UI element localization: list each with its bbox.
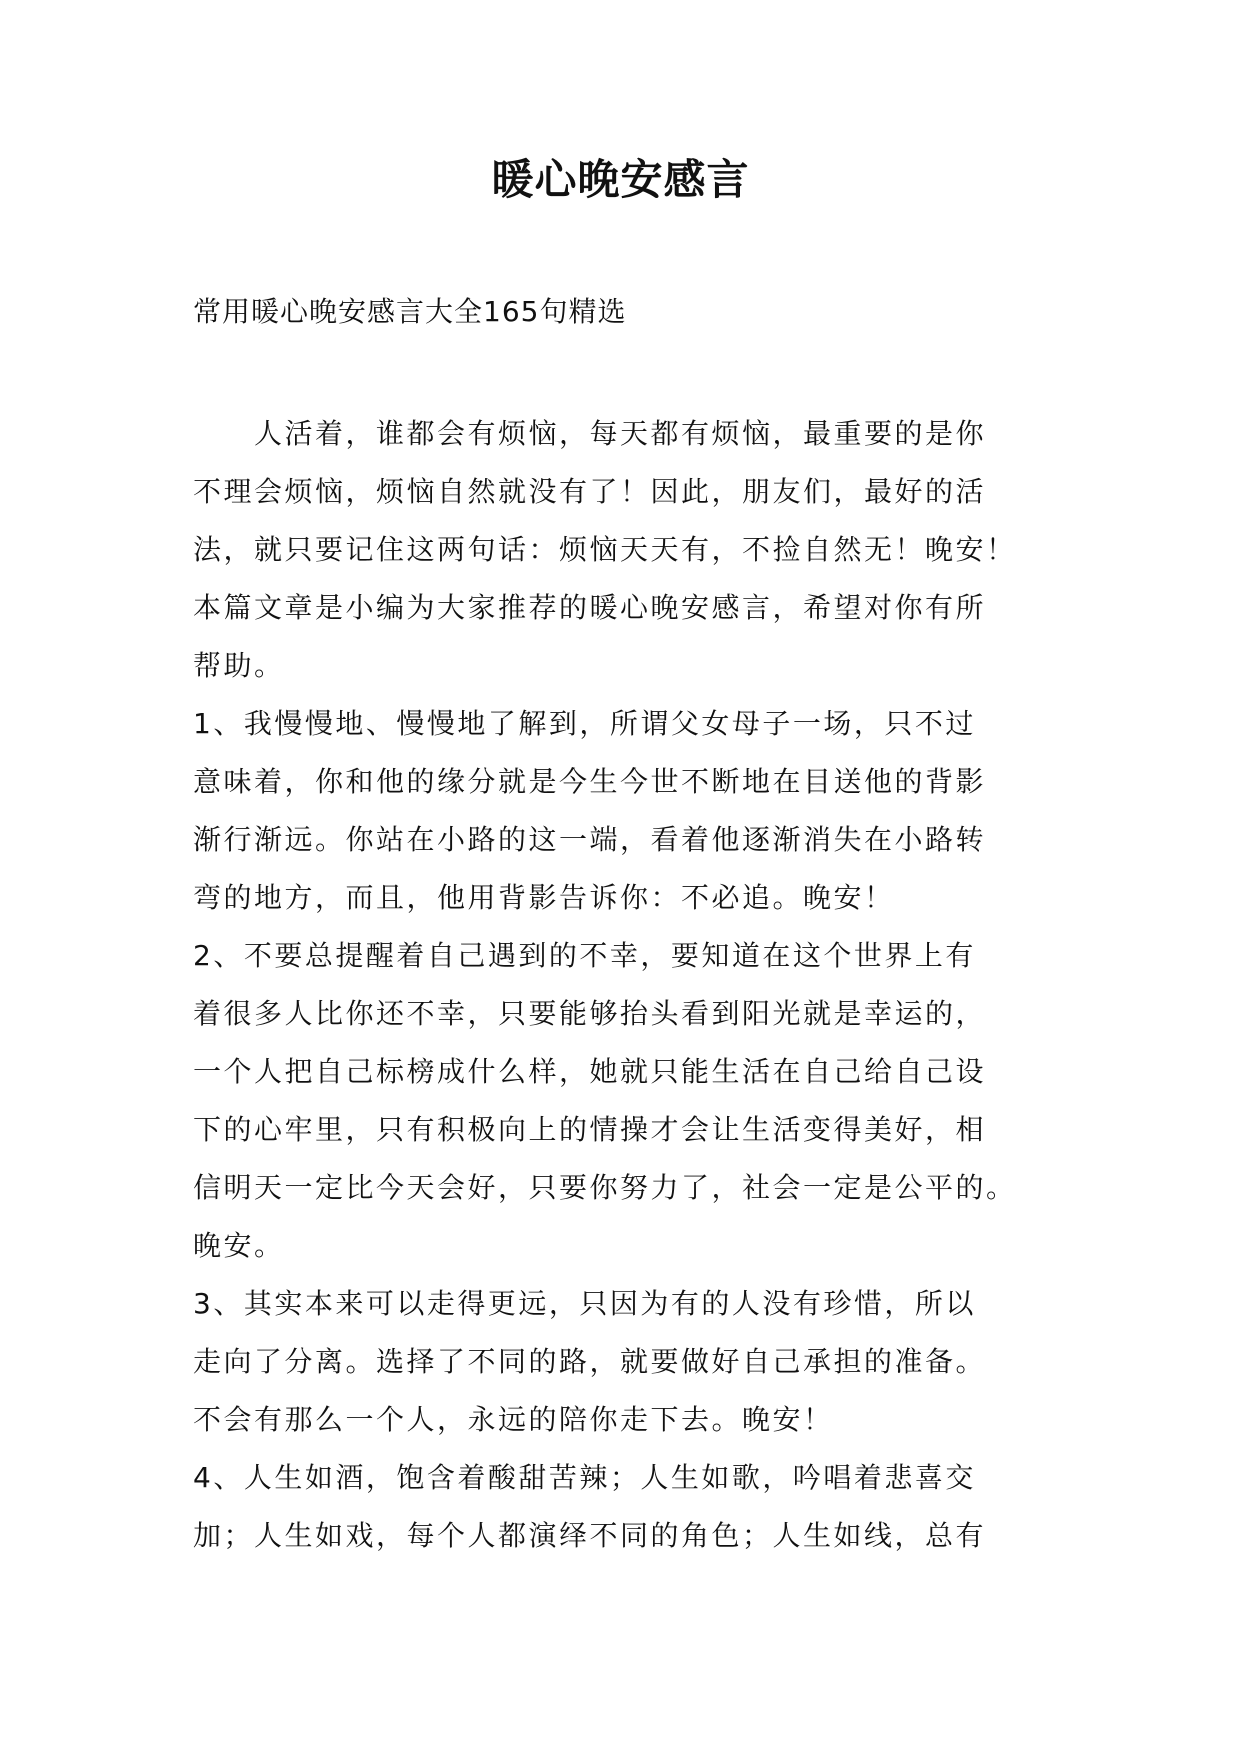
body-line: 走向了分离。选择了不同的路，就要做好自己承担的准备。 [193,1345,987,1378]
body-line: 法，就只要记住这两句话：烦恼天天有，不捡自然无！晚安！ [193,533,1017,566]
body-line: 着很多人比你还不幸，只要能够抬头看到阳光就是幸运的， [193,997,987,1030]
body-line: 不会有那么一个人，永远的陪你走下去。晚安！ [193,1403,834,1436]
body-line: 2、不要总提醒着自己遇到的不幸，要知道在这个世界上有 [193,939,976,972]
body-text [193,405,1055,1565]
body-line: 本篇文章是小编为大家推荐的暖心晚安感言，希望对你有所 [193,591,987,624]
body-line: 人活着，谁都会有烦恼，每天都有烦恼，最重要的是你 [193,417,987,450]
body-line: 帮助。 [193,649,285,682]
body-line: 渐行渐远。你站在小路的这一端，看着他逐渐消失在小路转 [193,823,987,856]
body-line: 3、其实本来可以走得更远，只因为有的人没有珍惜，所以 [193,1287,976,1320]
page-title: 暖心晚安感言 [491,155,750,204]
body-line: 信明天一定比今天会好，只要你努力了，社会一定是公平的。 [193,1171,1017,1204]
body-line: 不理会烦恼，烦恼自然就没有了！因此，朋友们，最好的活 [193,475,987,508]
subtitle: 常用暖心晚安感言大全165句精选 [193,295,627,328]
body-line: 一个人把自己标榜成什么样，她就只能生活在自己给自己设 [193,1055,987,1088]
body-line: 4、人生如酒，饱含着酸甜苦辣；人生如歌，吟唱着悲喜交 [193,1461,976,1494]
body-line: 加；人生如戏，每个人都演绎不同的角色；人生如线，总有 [193,1519,987,1552]
body-line: 意味着，你和他的缘分就是今生今世不断地在目送他的背影 [193,765,987,798]
body-line: 1、我慢慢地、慢慢地了解到，所谓父女母子一场，只不过 [193,707,976,740]
body-line: 弯的地方，而且，他用背影告诉你：不必追。晚安！ [193,881,895,914]
body-line: 晚安。 [193,1229,285,1262]
body-line: 下的心牢里，只有积极向上的情操才会让生活变得美好，相 [193,1113,987,1146]
